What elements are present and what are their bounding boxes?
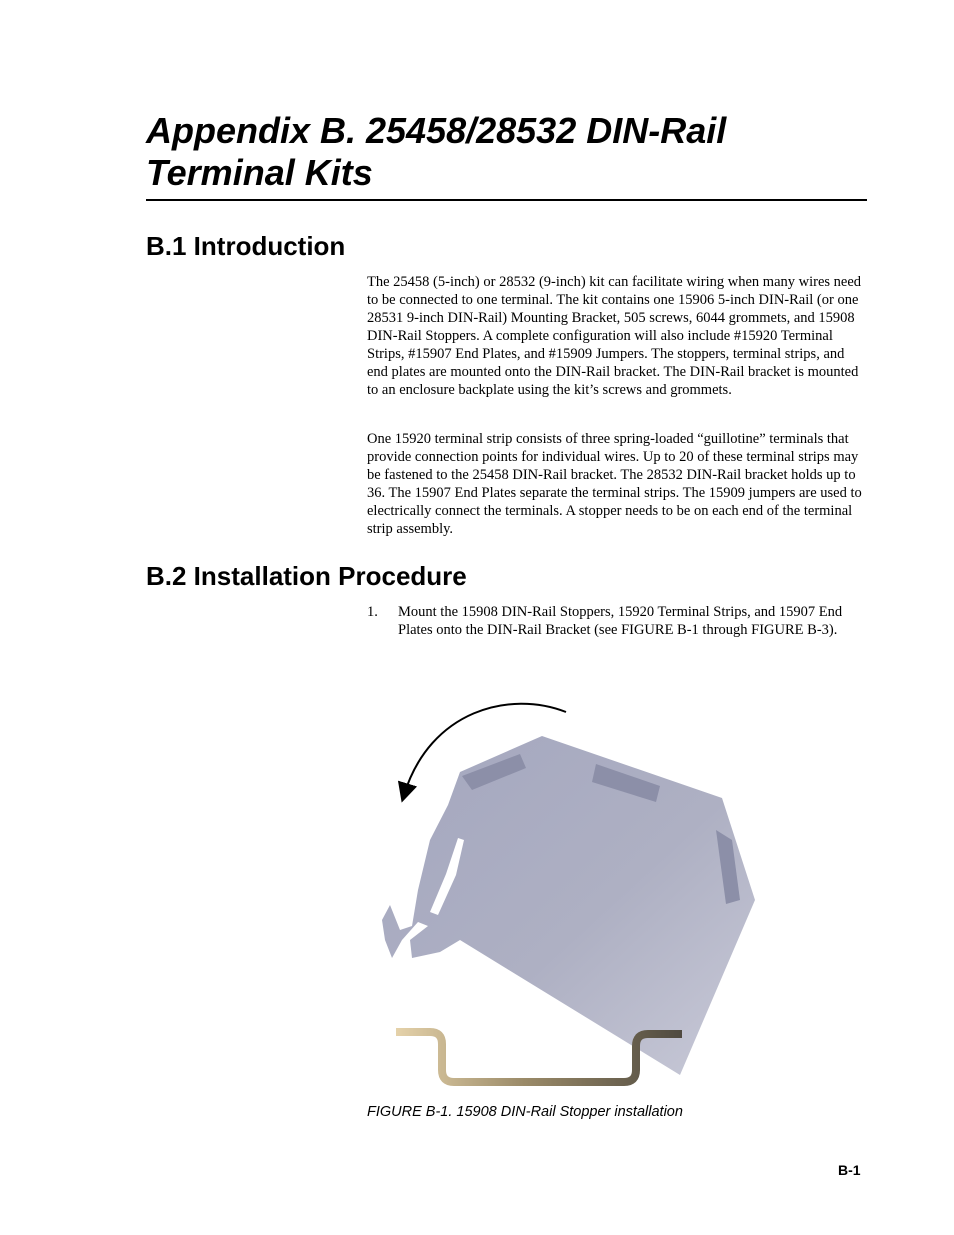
din-rail-stopper-figure <box>360 690 770 1090</box>
appendix-title: Appendix B. 25458/28532 DIN-Rail Terminal Kits <box>146 110 727 193</box>
page-number: B-1 <box>838 1162 861 1178</box>
section-heading-installation: B.2 Installation Procedure <box>146 561 467 591</box>
din-rail-stopper-illustration <box>360 690 770 1090</box>
intro-paragraph-1: The 25458 (5-inch) or 28532 (9-inch) kit can facilitate wiring when many wires need to be connected to one terminal. The kit contains one 15906 5-inch DIN-Rail (or one 28531 9-inch DIN-Rail) Mounting Bracket, 505 screws, 6044 grommets, and 15908 DIN-Rail Stoppers. A complete configuration will also include #15920 Terminal Strips, #15907 End Plates, and #15909 Jumpers. The stoppers, terminal strips, and end plates are mounted onto the DIN-Rail bracket. The DIN-Rail bracket is mounted to an enclosure backplate using the kit’s screws and grommets. <box>367 274 862 398</box>
title-rule <box>146 199 867 201</box>
step-number: 1. <box>367 604 378 620</box>
intro-paragraph-2: One 15920 terminal strip consists of three spring-loaded “guillotine” terminals that provide connection points for individual wires. Up to 20 of these terminal strips may be fastened to the 25458 DIN-Rail bracket. The 28532 DIN-Rail bracket holds up to 36. The 15907 End Plates separate the terminal strips. The 15909 jumpers are used to electrically connect the terminals. A stopper needs to be on each end of the terminal strip assembly. <box>367 431 862 537</box>
section-heading-introduction: B.1 Introduction <box>146 231 346 261</box>
step-text: Mount the 15908 DIN-Rail Stoppers, 15920 Terminal Strips, and 15907 End Plates onto the DIN-Rail Bracket (see FIGURE B-1 through FIGURE B-3). <box>398 604 843 638</box>
figure-caption: FIGURE B-1. 15908 DIN-Rail Stopper installation <box>367 1104 683 1120</box>
din-rail <box>396 1032 682 1082</box>
